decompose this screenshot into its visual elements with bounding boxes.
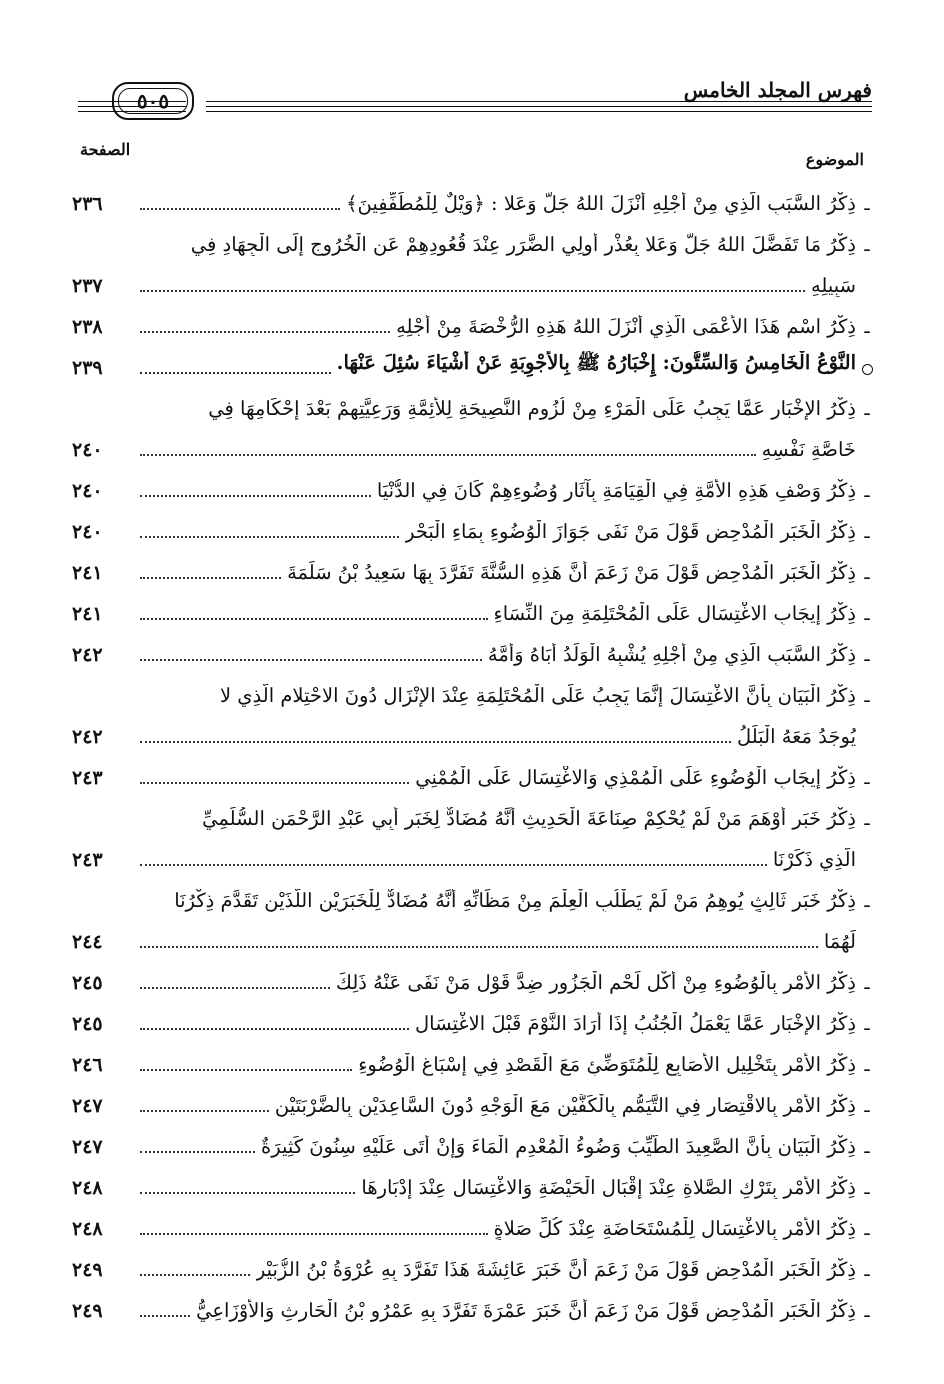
entry-page-number: ٢٤٥: [72, 972, 103, 994]
entry-dash: ـ: [864, 809, 870, 830]
dot-leader: [140, 864, 767, 866]
toc-entry: [72, 262, 878, 303]
entry-dash: ـ: [864, 891, 870, 912]
entry-dash: ـ: [864, 1260, 870, 1281]
entry-page-number: ٢٤٣: [72, 849, 103, 871]
dot-leader: [140, 1233, 488, 1235]
dot-leader: [140, 659, 482, 661]
dot-leader: [140, 1151, 255, 1153]
toc-entry: [72, 221, 878, 262]
toc-entry: [72, 1287, 878, 1328]
entry-dash: ـ: [864, 645, 870, 666]
entry-dash: ـ: [864, 1178, 870, 1199]
entry-page-number: ٢٤٠: [72, 439, 103, 461]
entry-dash: ـ: [864, 1096, 870, 1117]
entry-dash: ـ: [864, 973, 870, 994]
toc-entry: [72, 877, 878, 918]
entry-text: ذِكْرُ الأَمْرِ بِالْوُضُوءِ مِنْ أَكْلِ لَحْمِ الْجَزُورِ ضِدَّ قَوْلِ مَنْ نَفَى عَنْهُ ذَلِكَ: [335, 971, 856, 994]
entry-page-number: ٢٤٧: [72, 1095, 103, 1117]
entry-text: خَاصَّةِ نَفْسِهِ: [761, 438, 856, 461]
toc-entry: [72, 385, 878, 426]
entry-text: ذِكْرُ خَبَرٍ أَوْهَمَ مَنْ لَمْ يُحْكِمْ صِنَاعَةَ الْحَدِيثِ أَنَّهُ مُضَادٌّ لِخَبَرِ أَبِي عَبْدِ الرَّحْمَنِ السُّلَمِيِّ: [202, 807, 856, 830]
entry-dash: ـ: [864, 317, 870, 338]
entry-dash: ـ: [864, 522, 870, 543]
column-heading-page: الصفحة: [80, 140, 131, 159]
entry-page-number: ٢٤٤: [72, 931, 103, 953]
toc-entry: [72, 754, 878, 795]
entry-page-number: ٢٣٩: [72, 357, 103, 379]
entry-text: ذِكْرُ الإِخْبَارِ عَمَّا يَعْمَلُ الْجُنُبُ إِذَا أَرَادَ النَّوْمَ قَبْلَ الاغْتِسَالِ: [415, 1012, 856, 1035]
dot-leader: [140, 495, 371, 497]
dot-leader: [140, 208, 340, 210]
toc-entry: [72, 1246, 878, 1287]
entry-dash: ـ: [864, 604, 870, 625]
column-heading-topic: الموضوع: [805, 150, 864, 169]
entry-text: ذِكْرُ الأَمْرِ بِالاغْتِسَالِ لِلْمُسْتَحَاضَةِ عِنْدَ كُلِّ صَلاةٍ: [493, 1217, 856, 1240]
toc-entry: [72, 180, 878, 221]
entry-dash: ـ: [864, 1055, 870, 1076]
entry-text: ذِكْرُ الأَمْرِ بِتَخْلِيلِ الأَصَابِعِ لِلْمُتَوَضِّئِ مَعَ الْقَصْدِ فِي إِسْبَاغِ الْوُضُوءِ: [358, 1053, 856, 1076]
entry-text: ذِكْرُ الْخَبَرِ الْمُدْحِضِ قَوْلَ مَنْ زَعَمَ أَنَّ خَبَرَ عَائِشَةَ هَذَا تَفَرَّدَ بِهِ عُرْوَةُ بْنُ الزُّبَيْرِ: [255, 1258, 856, 1281]
toc-entry: [72, 1205, 878, 1246]
dot-leader: [140, 618, 488, 620]
entry-page-number: ٢٤١: [72, 562, 103, 584]
dot-leader: [140, 536, 399, 538]
entry-page-number: ٢٤٨: [72, 1218, 103, 1240]
entry-text: ذِكْرُ الْخَبَرِ الْمُدْحِضِ قَوْلَ مَنْ زَعَمَ أَنَّ هَذِهِ السُّنَّةَ تَفَرَّدَ بِهَا سَعِيدُ بْنُ سَلَمَةَ: [287, 561, 856, 584]
dot-leader: [140, 454, 756, 456]
entry-dash: ـ: [864, 768, 870, 789]
section-circle-icon: [856, 358, 878, 379]
entry-dash: ـ: [864, 1137, 870, 1158]
dot-leader: [140, 577, 281, 579]
toc-entry: [72, 713, 878, 754]
toc-entry: [72, 549, 878, 590]
entry-text: ذِكْرُ الأَمْرِ بِتَرْكِ الصَّلاةِ عِنْدَ إِقْبَالِ الْحَيْضَةِ وَالاغْتِسَالِ عِنْدَ إِدْبَارِهَا: [361, 1176, 856, 1199]
toc-entry: [72, 1164, 878, 1205]
toc-entry: [72, 1000, 878, 1041]
circle-icon: [862, 364, 873, 375]
dot-leader: [140, 741, 731, 743]
entry-text: ذِكْرُ السَّبَبِ الَّذِي مِنْ أَجْلِهِ يُشْبِهُ الْوَلَدُ أَبَاهُ وَأُمَّهُ: [487, 643, 856, 666]
entry-text: ذِكْرُ السَّبَبِ الَّذِي مِنْ أَجْلِهِ أَنْزَلَ اللهُ جَلَّ وَعَلا : ﴿وَيْلٌ لِلْمُطَفِّفِينَ﴾: [346, 192, 856, 215]
dot-leader: [140, 782, 409, 784]
header-rule: [206, 106, 872, 107]
entry-text: ذِكْرُ الْبَيَانِ بِأَنَّ الصَّعِيدَ الطَّيِّبَ وَضُوءُ الْمُعْدِمِ الْمَاءَ وَإِنْ أَتَى عَلَيْهِ سِنُونَ كَثِيرَةٌ: [260, 1135, 856, 1158]
toc-entry: [72, 303, 878, 344]
entry-text: ذِكْرُ وَصْفِ هَذِهِ الأُمَّةِ فِي الْقِيَامَةِ بِآثَارِ وُضُوءِهِمْ كَانَ فِي الدُّنْيَا: [376, 479, 856, 502]
page-number: ٥٠٥: [136, 89, 170, 113]
entry-text: ذِكْرُ الأَمْرِ بِالاقْتِصَارِ فِي التَّيَمُّمِ بِالْكَفَّيْنِ مَعَ الْوَجْهِ دُونَ السَّاعِدَيْنِ بِالضَّرْبَتَيْنِ: [274, 1094, 856, 1117]
entry-page-number: ٢٤٠: [72, 480, 103, 502]
entry-page-number: ٢٤٦: [72, 1054, 103, 1076]
running-title: فهرس المجلد الخامس: [683, 78, 872, 102]
toc-entry: [72, 836, 878, 877]
toc-entry: [72, 918, 878, 959]
dot-leader: [140, 946, 818, 948]
dot-leader: [140, 290, 805, 292]
toc-entry: [72, 508, 878, 549]
toc-entry: [72, 1082, 878, 1123]
entry-text: ذِكْرُ الْبَيَانِ بِأَنَّ الاغْتِسَالَ إِنَّمَا يَجِبُ عَلَى الْمُحْتَلِمَةِ عِنْدَ الإِنْزَالِ دُونَ الاحْتِلامِ الَّذِي لا: [219, 684, 856, 707]
toc-entry: [72, 426, 878, 467]
entry-page-number: ٢٤٠: [72, 521, 103, 543]
entry-text: يُوجَدُ مَعَهُ الْبَلَلُ: [737, 725, 856, 748]
entry-text: الَّذِي ذَكَرْنَا: [772, 848, 856, 871]
entry-page-number: ٢٣٦: [72, 193, 103, 215]
entry-text: ذِكْرُ اسْمِ هَذَا الأَعْمَى الَّذِي أَنْزَلَ اللهُ هَذِهِ الرُّخْصَةَ مِنْ أَجْلِهِ: [396, 315, 856, 338]
entry-text: ذِكْرُ الْخَبَرِ الْمُدْحِضِ قَوْلَ مَنْ نَفَى جَوَازَ الْوُضُوءِ بِمَاءِ الْبَحْرِ: [405, 520, 856, 543]
entry-page-number: ٢٣٨: [72, 316, 103, 338]
entry-page-number: ٢٤٣: [72, 767, 103, 789]
page-header: [78, 72, 872, 132]
entry-dash: ـ: [864, 399, 870, 420]
toc-entry: [72, 795, 878, 836]
entry-page-number: ٢٤٥: [72, 1013, 103, 1035]
dot-leader: [140, 1192, 355, 1194]
toc-entry: [72, 631, 878, 672]
entry-page-number: ٢٤٨: [72, 1177, 103, 1199]
entry-dash: ـ: [864, 1219, 870, 1240]
dot-leader: [140, 331, 390, 333]
entry-page-number: ٢٤٢: [72, 644, 103, 666]
toc-entry: [72, 1123, 878, 1164]
page-number-badge: [112, 82, 194, 120]
entry-dash: ـ: [864, 563, 870, 584]
entry-dash: ـ: [864, 1014, 870, 1035]
entry-text: النَّوْعُ الْخَامِسُ وَالسِّتُّونَ: إِخْبَارُهُ ﷺ بِالأَجْوِبَةِ عَنْ أَشْيَاءَ سُئِلَ عَنْهَا.: [336, 351, 856, 374]
entry-page-number: ٢٤١: [72, 603, 103, 625]
entry-text: لَهُمَا: [823, 930, 856, 953]
entry-dash: ـ: [864, 686, 870, 707]
entry-text: ذِكْرُ الْخَبَرِ الْمُدْحِضِ قَوْلَ مَنْ زَعَمَ أَنَّ خَبَرَ عَمْرَةَ تَفَرَّدَ بِهِ عَمْرُو بْنُ الْحَارِثِ وَالأَوْزَاعِيُّ: [196, 1299, 856, 1322]
toc-entry: [72, 344, 878, 385]
table-of-contents: [72, 180, 878, 1328]
dot-leader: [140, 1315, 190, 1317]
header-rule: [206, 101, 872, 102]
dot-leader: [140, 1028, 409, 1030]
entry-dash: ـ: [864, 1301, 870, 1322]
toc-entry: [72, 1041, 878, 1082]
entry-text: ذِكْرُ إِيجَابِ الْوُضُوءِ عَلَى الْمُمْذِي وَالاغْتِسَالِ عَلَى الْمُمْنِي: [415, 766, 856, 789]
entry-page-number: ٢٤٧: [72, 1136, 103, 1158]
toc-entry: [72, 959, 878, 1000]
entry-text: سَبِيلِهِ: [810, 274, 856, 297]
toc-entry: [72, 467, 878, 508]
entry-text: ذِكْرُ إِيجَابِ الاغْتِسَالِ عَلَى الْمُحْتَلِمَةِ مِنَ النِّسَاءِ: [493, 602, 856, 625]
toc-entry: [72, 672, 878, 713]
dot-leader: [140, 1069, 352, 1071]
dot-leader: [140, 987, 330, 989]
entry-dash: ـ: [864, 194, 870, 215]
toc-entry: [72, 590, 878, 631]
dot-leader: [140, 372, 331, 374]
entry-text: ذِكْرُ مَا تَفَضَّلَ اللهُ جَلَّ وَعَلا بِعُذْرِ أُولِي الضَّرَرِ عِنْدَ قُعُودِهِمْ عَنِ الْخُرُوجِ إِلَى الْجِهَادِ فِي: [190, 233, 856, 256]
entry-text: ذِكْرُ الإِخْبَارِ عَمَّا يَجِبُ عَلَى الْمَرْءِ مِنْ لُزُومِ النَّصِيحَةِ لِلأَئِمَّةِ وَرَعِيَّتِهِمْ بَعْدَ إِحْكَامِهَا فِي: [208, 397, 856, 420]
entry-text: ذِكْرُ خَبَرٍ ثَالِثٍ يُوهِمُ مَنْ لَمْ يَطْلُبِ الْعِلْمَ مِنْ مَظَانِّهِ أَنَّهُ مُضَادٌّ لِلْخَبَرَيْنِ اللَّذَيْنِ تَقَدَّمَ ذِكْرُنَا: [174, 889, 856, 912]
entry-page-number: ٢٤٩: [72, 1300, 103, 1322]
entry-dash: ـ: [864, 235, 870, 256]
entry-dash: ـ: [864, 481, 870, 502]
dot-leader: [140, 1110, 269, 1112]
header-rule: [206, 111, 872, 112]
dot-leader: [140, 1274, 250, 1276]
entry-page-number: ٢٣٧: [72, 275, 103, 297]
entry-page-number: ٢٤٩: [72, 1259, 103, 1281]
entry-page-number: ٢٤٢: [72, 726, 103, 748]
